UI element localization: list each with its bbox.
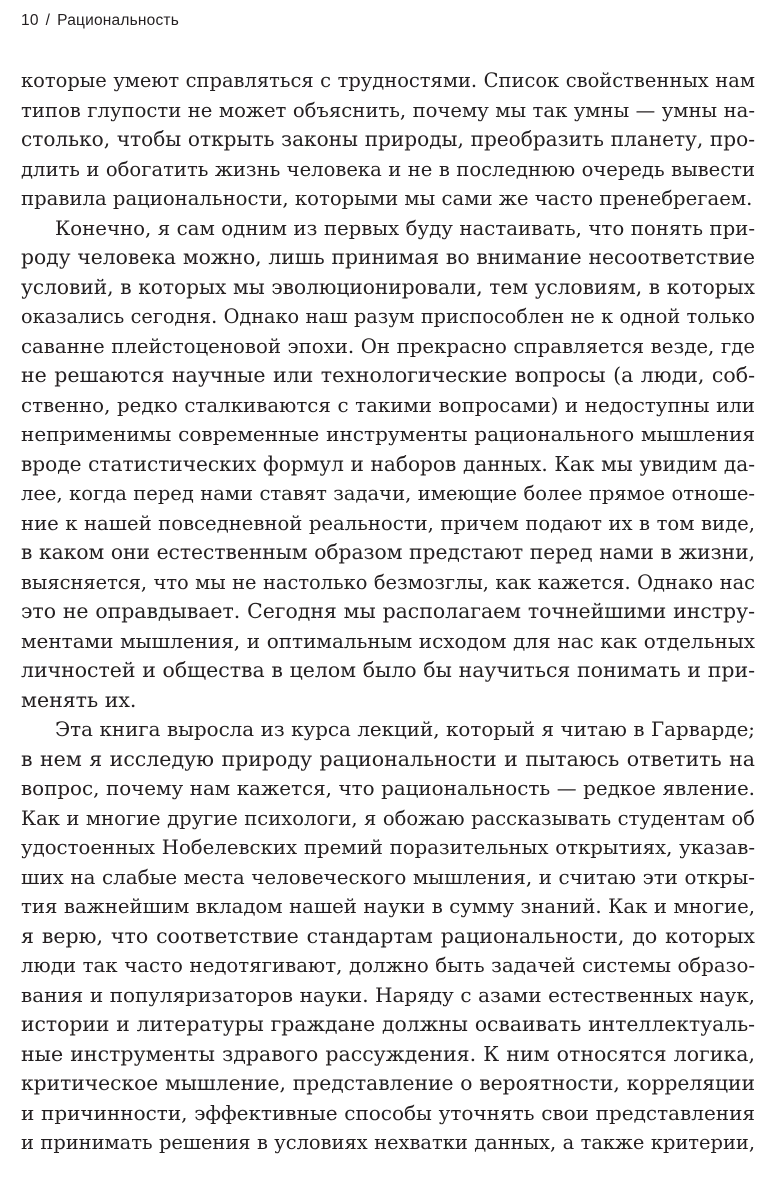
text-line: в каком они естественным образом предстают перед нами в жизни, [21, 540, 755, 564]
running-head [21, 12, 179, 30]
text-line: тия важнейшим вкладом нашей науки в сумму знаний. Как и многие, [21, 895, 755, 918]
page-number: 10 [21, 12, 39, 29]
text-line: Как и многие другие психологи, я обожаю рассказывать студентам об [21, 806, 755, 830]
text-line: люди так часто недотягивают, должно быть задачей системы образо- [21, 954, 755, 977]
text-line: Конечно, я сам одним из первых буду настаивать, что понять при- [55, 216, 755, 240]
text-line: вроде статистических формул и наборов данных. Как мы увидим да- [21, 451, 755, 476]
text-line: ние к нашей повседневной реальности, причем подают их в том виде, [21, 511, 755, 535]
text-line: выясняется, что мы не настолько безмозглы, как кажется. Однако нас [21, 570, 755, 594]
text-line: критическое мышление, представление о вероятности, корреляции [21, 1071, 755, 1095]
text-line: я верю, что соответствие стандартам рациональности, до которых [21, 923, 755, 948]
text-line: правила рациональности, которыми мы сами же часто пренебрегаем. [21, 187, 753, 210]
text-line: вопрос, почему нам кажется, что рациональность — редкое явление. [21, 777, 755, 800]
text-line: личностей и общества в целом было бы научиться понимать и при- [21, 658, 755, 682]
header-separator: / [45, 12, 51, 29]
text-line: неприменимы современные инструменты рационального мышления [21, 422, 755, 446]
text-line: оказались сегодня. Однако наш разум приспособлен не к одной только [21, 305, 755, 328]
text-line: истории и литературы граждане должны осваивать интеллектуаль- [21, 1012, 755, 1036]
text-line: ные инструменты здравого рассуждения. К ним относятся логика, [21, 1041, 755, 1066]
text-line: ших на слабые места человеческого мышления, и считаю эти откры- [21, 865, 755, 889]
text-line: менять их. [21, 687, 137, 712]
text-line: ментами мышления, и оптимальным исходом для нас как отдельных [21, 628, 755, 653]
text-line: в нем я исследую природу рациональности и пытаюсь ответить на [21, 746, 755, 771]
text-line: типов глупости не может объяснить, почему мы так умны — умны на- [21, 98, 755, 122]
text-line: столько, чтобы открыть законы природы, преобразить планету, про- [21, 127, 755, 151]
running-title: Рациональность [57, 12, 179, 29]
text-line: длить и обогатить жизнь человека и не в последнюю очередь вывести [21, 157, 755, 181]
text-line: Эта книга выросла из курса лекций, который я читаю в Гарварде; [55, 718, 755, 741]
text-line: роду человека можно, лишь принимая во внимание несоответствие [21, 245, 755, 269]
text-line: вания и популяризаторов науки. Наряду с азами естественных наук, [21, 983, 755, 1007]
text-line: которые умеют справляться с трудностями. Список свойственных нам [21, 69, 755, 92]
text-line: саванне плейстоценовой эпохи. Он прекрасно справляется везде, где [21, 334, 755, 358]
body-text [21, 66, 755, 1158]
text-line: удостоенных Нобелевских премий поразительных открытиях, указав- [21, 836, 755, 859]
text-line: ственно, редко сталкиваются с такими вопросами) и недоступны или [21, 393, 755, 417]
text-line: это не оправдывает. Сегодня мы располагаем точнейшими инстру- [21, 599, 755, 623]
text-line: и принимать решения в условиях нехватки данных, а также критерии, [21, 1131, 755, 1154]
text-line: и причинности, эффективные способы уточнять свои представления [21, 1100, 755, 1125]
text-line: не решаются научные или технологические вопросы (а люди, соб- [21, 363, 755, 387]
text-line: лее, когда перед нами ставят задачи, имеющие более прямое отноше- [21, 482, 755, 505]
text-line: условий, в которых мы эволюционировали, тем условиям, в которых [21, 274, 755, 299]
